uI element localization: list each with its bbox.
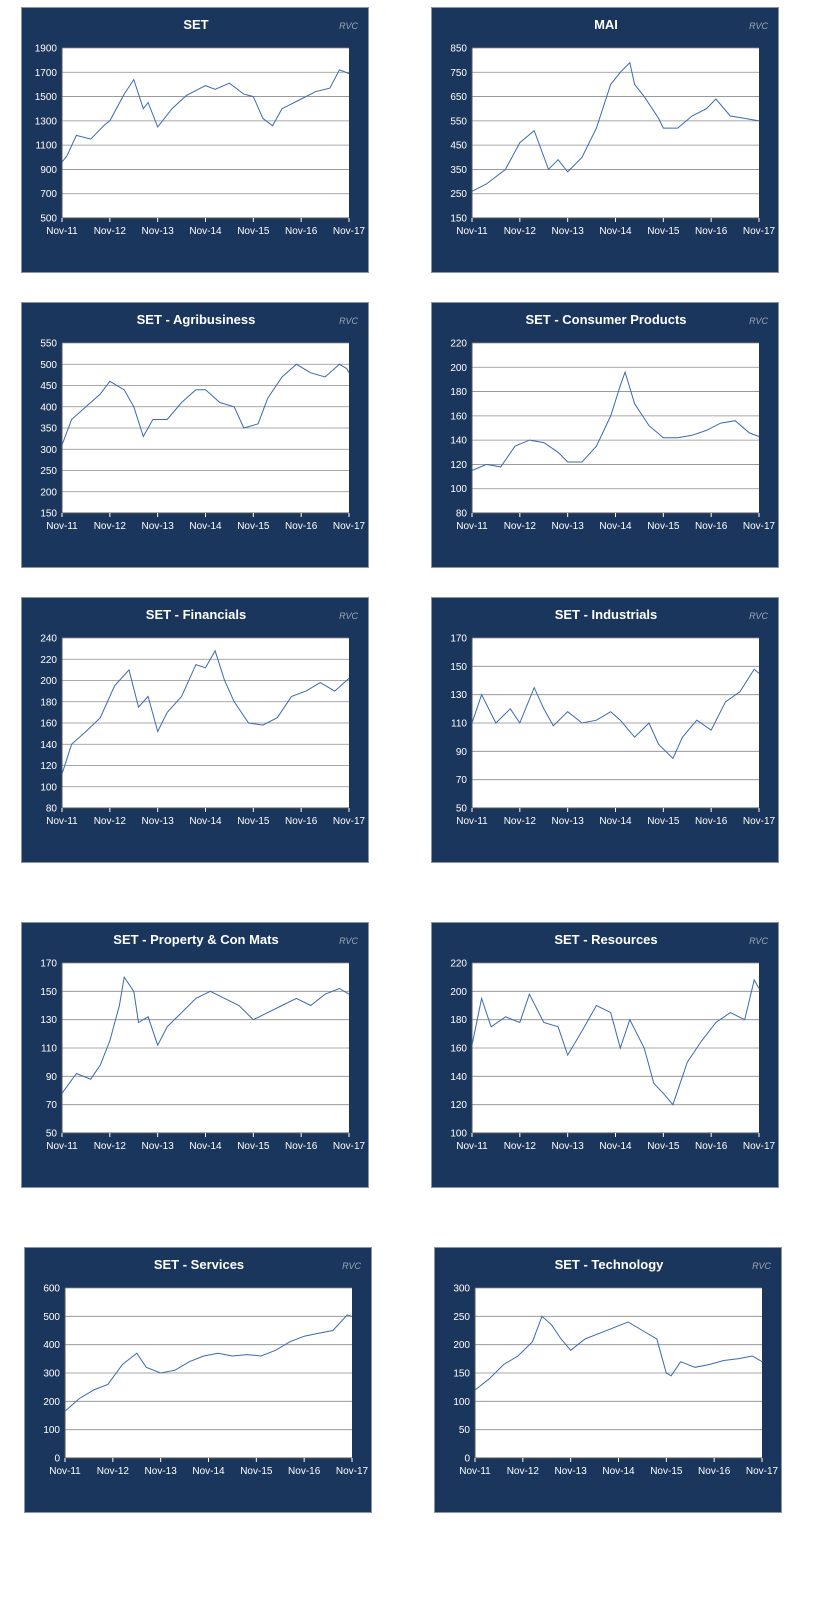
chart-title: MAI: [594, 17, 618, 32]
x-tick-label: Nov-11: [46, 226, 78, 237]
x-tick-label: Nov-11: [459, 1466, 491, 1477]
y-tick-label: 0: [464, 1453, 470, 1465]
chart-panel: [431, 922, 779, 1188]
x-tick-label: Nov-14: [189, 1141, 222, 1152]
y-tick-label: 120: [40, 761, 57, 772]
y-tick-label: 120: [450, 1100, 467, 1112]
y-tick-label: 120: [450, 459, 467, 471]
y-tick-label: 550: [450, 116, 467, 128]
chart-panel: [431, 302, 779, 568]
y-tick-label: 300: [43, 1368, 60, 1380]
y-tick-label: 50: [45, 1128, 57, 1140]
chart-svg: [22, 923, 370, 1189]
y-tick-label: 650: [450, 92, 467, 104]
x-tick-label: Nov-15: [237, 816, 270, 827]
x-tick-label: Nov-14: [189, 816, 222, 827]
chart-panel: [21, 7, 369, 273]
y-tick-label: 130: [450, 690, 467, 702]
chart-panel: [21, 597, 369, 863]
y-tick-label: 140: [40, 739, 57, 751]
y-tick-label: 160: [450, 1043, 467, 1055]
chart-title: SET: [183, 17, 209, 32]
x-tick-label: Nov-12: [503, 816, 536, 827]
x-tick-label: Nov-16: [695, 521, 728, 532]
x-tick-label: Nov-17: [332, 1141, 366, 1152]
y-tick-label: 100: [40, 782, 57, 794]
y-tick-label: 100: [450, 484, 467, 496]
chart-title: SET - Technology: [554, 1257, 664, 1272]
y-tick-label: 140: [450, 1071, 467, 1083]
rvc-mark: RVC: [342, 1261, 361, 1271]
chart-title: SET - Agribusiness: [136, 312, 256, 327]
x-tick-label: Nov-17: [332, 226, 366, 237]
y-tick-label: 200: [450, 986, 467, 998]
chart-title: SET - Financials: [145, 607, 247, 622]
y-tick-label: 180: [450, 387, 467, 399]
y-tick-label: 500: [40, 359, 57, 371]
y-tick-label: 100: [450, 1128, 467, 1140]
y-tick-label: 70: [45, 1100, 57, 1112]
x-tick-label: Nov-11: [456, 226, 488, 237]
y-tick-label: 300: [40, 444, 57, 456]
y-tick-label: 150: [40, 508, 57, 520]
chart-panel: [434, 1247, 782, 1513]
x-tick-label: Nov-12: [93, 226, 126, 237]
y-tick-label: 220: [450, 338, 467, 350]
x-tick-label: Nov-16: [288, 1466, 321, 1477]
y-tick-label: 50: [458, 1425, 470, 1437]
y-tick-label: 550: [40, 338, 57, 350]
x-tick-label: Nov-17: [742, 521, 776, 532]
x-tick-label: Nov-14: [599, 226, 632, 237]
y-tick-label: 150: [453, 1368, 470, 1380]
chart-svg: [432, 8, 780, 274]
y-tick-label: 250: [453, 1311, 470, 1323]
plot-area: [472, 48, 759, 218]
chart-svg: [22, 598, 370, 864]
x-tick-label: Nov-11: [46, 1141, 78, 1152]
x-tick-label: Nov-16: [285, 226, 318, 237]
x-tick-label: Nov-11: [46, 521, 78, 532]
chart-panel: [431, 7, 779, 273]
chart-svg: [22, 8, 370, 274]
y-tick-label: 1900: [34, 43, 57, 55]
chart-panel: [21, 922, 369, 1188]
y-tick-label: 160: [450, 411, 467, 423]
x-tick-label: Nov-16: [695, 816, 728, 827]
y-tick-label: 1300: [34, 116, 57, 128]
y-tick-label: 350: [450, 164, 467, 176]
x-tick-label: Nov-12: [93, 1141, 126, 1152]
x-tick-label: Nov-15: [647, 226, 680, 237]
y-tick-label: 90: [45, 1071, 57, 1083]
y-tick-label: 200: [43, 1396, 60, 1408]
plot-area: [62, 48, 349, 218]
x-tick-label: Nov-14: [189, 226, 222, 237]
x-tick-label: Nov-16: [285, 1141, 318, 1152]
x-tick-label: Nov-17: [742, 816, 776, 827]
y-tick-label: 150: [40, 986, 57, 998]
y-tick-label: 130: [40, 1015, 57, 1027]
x-tick-label: Nov-17: [745, 1466, 779, 1477]
rvc-mark: RVC: [339, 316, 358, 326]
y-tick-label: 170: [450, 633, 467, 645]
chart-panel: [431, 597, 779, 863]
x-tick-label: Nov-15: [237, 226, 270, 237]
y-tick-label: 250: [450, 189, 467, 201]
x-tick-label: Nov-11: [46, 816, 78, 827]
y-tick-label: 150: [450, 213, 467, 225]
x-tick-label: Nov-13: [144, 1466, 177, 1477]
x-tick-label: Nov-13: [551, 521, 584, 532]
y-tick-label: 600: [43, 1283, 60, 1295]
chart-svg: [432, 303, 780, 569]
chart-svg: [432, 598, 780, 864]
x-tick-label: Nov-17: [335, 1466, 369, 1477]
y-tick-label: 500: [43, 1311, 60, 1323]
y-tick-label: 150: [450, 661, 467, 673]
y-tick-label: 240: [40, 633, 57, 645]
x-tick-label: Nov-13: [554, 1466, 587, 1477]
y-tick-label: 100: [453, 1396, 470, 1408]
x-tick-label: Nov-12: [93, 816, 126, 827]
y-tick-label: 180: [450, 1015, 467, 1027]
y-tick-label: 80: [455, 508, 467, 520]
y-tick-label: 0: [54, 1453, 60, 1465]
chart-panel: [24, 1247, 372, 1513]
y-tick-label: 200: [450, 362, 467, 374]
y-tick-label: 110: [41, 1043, 57, 1055]
x-tick-label: Nov-15: [240, 1466, 273, 1477]
y-tick-label: 170: [40, 958, 57, 970]
y-tick-label: 100: [43, 1425, 60, 1437]
x-tick-label: Nov-12: [503, 226, 536, 237]
chart-panel: [21, 302, 369, 568]
chart-title: SET - Property & Con Mats: [113, 932, 279, 947]
y-tick-label: 200: [40, 676, 57, 687]
x-tick-label: Nov-16: [695, 226, 728, 237]
y-tick-label: 850: [450, 43, 467, 55]
x-tick-label: Nov-13: [551, 816, 584, 827]
x-tick-label: Nov-15: [647, 521, 680, 532]
chart-svg: [432, 923, 780, 1189]
x-tick-label: Nov-13: [141, 1141, 174, 1152]
y-tick-label: 450: [40, 381, 57, 392]
x-tick-label: Nov-13: [551, 1141, 584, 1152]
x-tick-label: Nov-16: [695, 1141, 728, 1152]
x-tick-label: Nov-14: [599, 816, 632, 827]
y-tick-label: 80: [45, 803, 57, 815]
x-tick-label: Nov-15: [647, 816, 680, 827]
y-tick-label: 70: [455, 775, 467, 787]
x-tick-label: Nov-11: [456, 1141, 488, 1152]
x-tick-label: Nov-14: [599, 1141, 632, 1152]
y-tick-label: 900: [40, 164, 57, 176]
x-tick-label: Nov-15: [647, 1141, 680, 1152]
x-tick-label: Nov-12: [96, 1466, 129, 1477]
rvc-mark: RVC: [749, 611, 768, 621]
x-tick-label: Nov-17: [332, 816, 366, 827]
chart-svg: [435, 1248, 783, 1514]
x-tick-label: Nov-17: [742, 226, 776, 237]
x-tick-label: Nov-16: [285, 521, 318, 532]
x-tick-label: Nov-13: [551, 226, 584, 237]
x-tick-label: Nov-12: [503, 521, 536, 532]
x-tick-label: Nov-13: [141, 226, 174, 237]
x-tick-label: Nov-13: [141, 816, 174, 827]
x-tick-label: Nov-17: [742, 1141, 776, 1152]
y-tick-label: 400: [43, 1340, 60, 1352]
rvc-mark: RVC: [749, 936, 768, 946]
rvc-mark: RVC: [752, 1261, 771, 1271]
y-tick-label: 50: [455, 803, 467, 815]
y-tick-label: 350: [40, 423, 57, 435]
x-tick-label: Nov-12: [503, 1141, 536, 1152]
chart-title: SET - Resources: [554, 932, 658, 947]
y-tick-label: 1500: [34, 92, 57, 104]
rvc-mark: RVC: [339, 21, 358, 31]
x-tick-label: Nov-11: [456, 816, 488, 827]
x-tick-label: Nov-15: [237, 521, 270, 532]
chart-svg: [22, 303, 370, 569]
y-tick-label: 250: [40, 466, 57, 477]
y-tick-label: 140: [450, 435, 467, 447]
x-tick-label: Nov-11: [456, 521, 488, 532]
y-tick-label: 750: [450, 67, 467, 79]
y-tick-label: 220: [40, 654, 57, 666]
x-tick-label: Nov-16: [698, 1466, 731, 1477]
x-tick-label: Nov-11: [49, 1466, 81, 1477]
plot-area: [472, 343, 759, 513]
x-tick-label: Nov-16: [285, 816, 318, 827]
y-tick-label: 160: [40, 718, 57, 730]
chart-title: SET - Consumer Products: [525, 312, 687, 327]
chart-title: SET - Services: [153, 1257, 245, 1272]
y-tick-label: 90: [455, 746, 467, 758]
y-tick-label: 180: [40, 697, 57, 709]
rvc-mark: RVC: [749, 21, 768, 31]
rvc-mark: RVC: [749, 316, 768, 326]
chart-title: SET - Industrials: [554, 607, 658, 622]
y-tick-label: 300: [453, 1283, 470, 1295]
y-tick-label: 400: [40, 402, 57, 414]
chart-svg: [25, 1248, 373, 1514]
y-tick-label: 700: [40, 189, 57, 201]
rvc-mark: RVC: [339, 936, 358, 946]
x-tick-label: Nov-14: [192, 1466, 225, 1477]
y-tick-label: 220: [450, 958, 467, 970]
x-tick-label: Nov-17: [332, 521, 366, 532]
x-tick-label: Nov-14: [602, 1466, 635, 1477]
y-tick-label: 110: [451, 718, 467, 730]
x-tick-label: Nov-14: [189, 521, 222, 532]
y-tick-label: 500: [40, 213, 57, 225]
y-tick-label: 450: [450, 140, 467, 152]
x-tick-label: Nov-13: [141, 521, 174, 532]
y-tick-label: 200: [453, 1340, 470, 1352]
rvc-mark: RVC: [339, 611, 358, 621]
y-tick-label: 1700: [34, 67, 57, 79]
y-tick-label: 1100: [35, 140, 57, 152]
x-tick-label: Nov-15: [650, 1466, 683, 1477]
x-tick-label: Nov-12: [93, 521, 126, 532]
x-tick-label: Nov-12: [506, 1466, 539, 1477]
x-tick-label: Nov-15: [237, 1141, 270, 1152]
x-tick-label: Nov-14: [599, 521, 632, 532]
y-tick-label: 200: [40, 487, 57, 499]
